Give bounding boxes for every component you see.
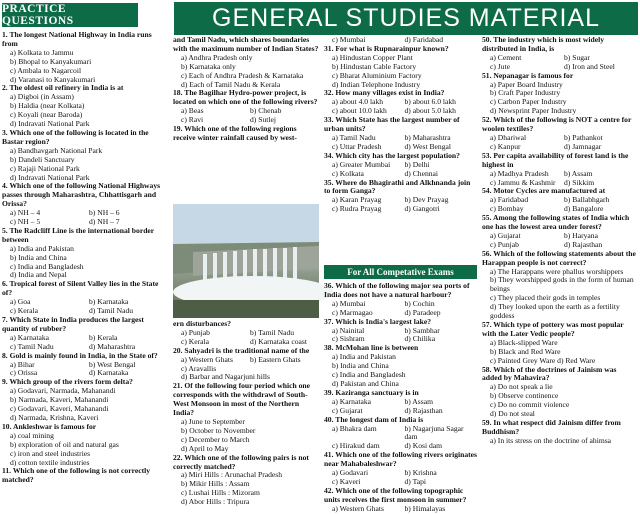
- question-text: 52. Which of the following is NOT a centre for woolen textiles?: [482, 115, 632, 134]
- option: b) Delhi: [404, 159, 430, 169]
- option: d) Chennai: [404, 168, 439, 178]
- question-text: 5. The Radcliff Line is the international border between: [2, 225, 155, 244]
- option: d) Tamil Nadu: [89, 306, 134, 316]
- page-title: [174, 2, 638, 35]
- option: a) NH – 4: [10, 208, 41, 218]
- option: d) NH – 7: [89, 217, 120, 227]
- practice-label: PRACTICE QUESTIONS: [2, 3, 74, 27]
- option: a) Hindustan Copper Plant: [332, 52, 413, 62]
- option: c) Each of Andhra Pradesh & Karnataka: [181, 70, 304, 80]
- question-block: [324, 318, 477, 345]
- question-block: [2, 31, 168, 84]
- option: d) Iron and Steel: [564, 61, 615, 71]
- question-block: [324, 416, 477, 452]
- option: d) Kosi dam: [404, 441, 443, 451]
- option: c) Kaveri: [332, 476, 361, 486]
- question-block: [2, 227, 168, 280]
- question-text: 10. Ankleshwar is famous for: [2, 421, 97, 431]
- option: a) Western Ghats: [332, 503, 384, 513]
- option: b) Craft Paper Industry: [490, 88, 561, 98]
- option: c) India and Bangladesh: [10, 261, 84, 271]
- option: c) Do no commit violence: [490, 400, 570, 410]
- option: a) Miri Hills : Arunachal Pradesh: [181, 470, 283, 480]
- question-text: 35. Where do Bhagirathi and Alkhnanda join to form Ganga?: [324, 177, 471, 196]
- column-2-bottom: [173, 320, 319, 507]
- column-4: [482, 36, 638, 507]
- question-text: 21. Of the following four period which one corresponds with the withdrawl of South-West Monsoon in most of the Northern India?: [173, 381, 310, 418]
- option: b) Pathankot: [564, 132, 603, 142]
- question-block: [173, 320, 319, 347]
- option: a) Goa: [10, 297, 31, 307]
- option: d) Rajasthan: [404, 405, 443, 415]
- question-text: 8. Gold is mainly found in India, in the State of?: [2, 350, 158, 360]
- option: a) Bihar: [10, 359, 35, 369]
- option: b) Eastern Ghats: [250, 354, 301, 364]
- option: b) Sugar: [564, 52, 590, 62]
- question-text: 55. Among the following states of India which one has the lowest area under forest?: [482, 213, 630, 232]
- question-block: [2, 423, 168, 468]
- option: d) Pakistan and China: [332, 378, 399, 388]
- option: c) Kolkata: [332, 168, 364, 178]
- question-text: 41. Which one of the following rivers originates near Mahabaleshwar?: [324, 450, 477, 469]
- question-block: [324, 89, 477, 116]
- option: c) Marmagao: [332, 307, 373, 317]
- question-block: [482, 187, 638, 214]
- option: b) Bhopal to Kanyakumari: [10, 56, 92, 66]
- question-text: 59. In what respect did Jainism differ from Buddhism?: [482, 417, 621, 436]
- option: a) India and Pakistan: [10, 243, 74, 253]
- option: a) The Harappans were phallus worshippers: [490, 266, 624, 276]
- option: a) coal mining: [10, 430, 54, 440]
- option: a) Paper Board Industry: [490, 79, 563, 89]
- option: c) December to March: [181, 434, 250, 444]
- option: c) Carbon Paper Industry: [490, 97, 567, 107]
- option: d) Barbar and Nagarjuni hills: [181, 372, 270, 382]
- option: a) Punjab: [181, 327, 210, 337]
- question-block: [173, 125, 319, 143]
- option: c) Painted Grey Ware d) Red Ware: [490, 355, 596, 365]
- option: d) Tapi: [404, 476, 426, 486]
- question-block: [324, 389, 477, 416]
- question-text: 54. Motor Cycles are manufactured at: [482, 186, 606, 196]
- option: c) India and Bangladesh: [332, 370, 406, 380]
- option: c) NH – 5: [10, 217, 41, 227]
- option: d) Narmada, Krishna, Kaveri: [10, 412, 99, 422]
- option: b) NH – 6: [89, 208, 120, 218]
- option: b) Ballabhgarh: [564, 195, 610, 205]
- competitive-exams-banner: [324, 265, 477, 279]
- option: d) Chilika: [404, 334, 436, 344]
- column-2-top: [173, 36, 319, 202]
- option: d) They looked upon the earth as a fertility goddess: [490, 302, 620, 321]
- question-block: [482, 321, 638, 366]
- option: c) Punjab: [490, 239, 519, 249]
- question-text: 40. The longest dam of India is: [324, 414, 424, 424]
- option: d) Newsprint Paper Industry: [490, 106, 577, 116]
- question-text: 4. Which one of the following National Highways passes through Maharashtra, Chhattisgarh and Orissa?: [2, 181, 161, 209]
- question-text: 33. Which State has the largest number of urban units?: [324, 115, 460, 134]
- option: c) about 10.0 lakh: [332, 106, 387, 116]
- option: d) Paradeep: [404, 307, 441, 317]
- column-3-bottom: [324, 281, 477, 513]
- option: b) India and China: [332, 361, 389, 371]
- option: a) Do not speak a lie: [490, 382, 553, 392]
- option: b) Karnataka: [89, 297, 129, 307]
- question-text: and Tamil Nadu, which shares boundaries with the maximum number of Indian States?: [173, 35, 319, 53]
- option: d) Varanasi to Kanyakumari: [10, 74, 96, 84]
- option: c) Orissa: [10, 368, 38, 378]
- option: a) Black-slipped Ware: [490, 337, 558, 347]
- option: b) Nagarjuna Sagar dam: [404, 423, 464, 442]
- question-block: [173, 454, 319, 507]
- question-text: 22. Which one of the following pairs is not correctly matched?: [173, 452, 309, 471]
- question-text: 56. Which of the following statements about the Harappan people is not correct?: [482, 248, 636, 267]
- option: b) Chenab: [250, 106, 282, 116]
- option: b) Himalayas: [404, 503, 446, 513]
- option: d) about 5.0 lakh: [404, 106, 456, 116]
- option: a) Digboi (in Assam): [10, 92, 74, 102]
- option: d) April to May: [181, 443, 229, 453]
- option: b) Karnataka only: [181, 61, 236, 71]
- option: d) Abor Hills : Tripura: [181, 497, 250, 507]
- question-text: 2. The oldest oil refinery in India is at: [2, 83, 124, 93]
- question-block: [2, 129, 168, 182]
- option: c) Ambala to Nagarcoil: [10, 65, 82, 75]
- question-block: [2, 378, 168, 423]
- option: d) Karnataka coast: [250, 336, 307, 346]
- option: d) Faridabad: [404, 35, 444, 44]
- option: d) Indian Telephone Industry: [332, 79, 421, 89]
- option: a) Andhra Pradesh only: [181, 52, 253, 62]
- option: a) June to September: [181, 416, 245, 426]
- option: b) Observe continence: [490, 391, 559, 401]
- option: b) exploration of oil and natural gas: [10, 439, 119, 449]
- option: c) Kerala: [10, 306, 39, 316]
- option: b) Black and Red Ware: [490, 346, 561, 356]
- option: a) Madhya Pradesh: [490, 168, 549, 178]
- option: b) Hindustan Cable Factory: [332, 61, 417, 71]
- question-block: [173, 347, 319, 383]
- option: a) Kolkata to Jammu: [10, 47, 74, 57]
- option: a) In its stress on the doctrine of ahimsa: [490, 435, 612, 445]
- question-block: [482, 152, 638, 188]
- option: d) Bangalore: [564, 204, 604, 214]
- option: c) Jute: [490, 61, 511, 71]
- question-text: 38. McMohan line is between: [324, 343, 419, 353]
- question-text: 58. Which of the doctrines of Jainism was added by Mahavira?: [482, 364, 617, 383]
- option: a) Tamil Nadu: [332, 132, 376, 142]
- option: b) Haryana: [564, 230, 598, 240]
- question-block: [482, 116, 638, 152]
- title-text: GENERAL STUDIES MATERIAL: [212, 4, 600, 32]
- option: a) Godavari: [332, 468, 369, 478]
- option: c) Jammu & Kashmir: [490, 177, 556, 187]
- option: b) Sambhar: [404, 325, 440, 335]
- question-text: ern disturbances?: [173, 319, 232, 328]
- option: c) Ravi: [181, 115, 204, 125]
- option: c) Bombay: [490, 204, 524, 214]
- question-text: 39. Kaziranga sanctuary is in: [324, 387, 419, 397]
- option: c) They placed their gods in temples: [490, 293, 601, 303]
- option: a) Karan Prayag: [332, 195, 382, 205]
- question-block: [2, 280, 168, 316]
- question-text: 34. Which city has the largest population?: [324, 150, 460, 160]
- option: d) Indravati National Park: [10, 119, 90, 129]
- option: d) Do not steal: [490, 409, 535, 419]
- question-text: 51. Nepanagar is famous for: [482, 70, 574, 80]
- option: c) Bharat Aluminium Factory: [332, 70, 422, 80]
- question-text: 20. Sahyadri is the traditional name of the: [173, 345, 310, 355]
- question-text: 50. The industry which is most widely distributed in India, is: [482, 35, 605, 53]
- option: d) Sutlej: [250, 115, 276, 125]
- option: c) Mumbai: [332, 35, 366, 44]
- option: c) Koyali (near Baroda): [10, 110, 83, 120]
- question-text: 32. How many villages exist in India?: [324, 88, 445, 98]
- question-block: [482, 250, 638, 321]
- question-block: [482, 419, 638, 446]
- option: c) Rudra Prayag: [332, 204, 382, 214]
- option: b) Dev Prayag: [404, 195, 449, 205]
- option: d) Gangotri: [404, 204, 440, 214]
- option: b) Tamil Nadu: [250, 327, 295, 337]
- option: a) Greater Mumbai: [332, 159, 391, 169]
- option: c) Tamil Nadu: [10, 341, 54, 351]
- question-text: 3. Which one of the following is located in the Bastar region?: [2, 127, 149, 146]
- option: c) Rajaji National Park: [10, 163, 80, 173]
- option: a) Western Ghats: [181, 354, 233, 364]
- option: a) Karnataka: [10, 332, 49, 342]
- question-block: [2, 182, 168, 227]
- option: b) They worshipped gods in the form of human beings: [490, 275, 634, 294]
- question-text: 9. Which group of the rivers form delta?: [2, 377, 133, 387]
- option: b) Mikir Hills : Assam: [181, 479, 250, 489]
- option: d) West Bengal: [404, 141, 451, 151]
- question-block: [324, 344, 477, 389]
- option: b) Krishna: [404, 468, 437, 478]
- option: b) India and China: [10, 252, 67, 262]
- option: c) Gujarat: [332, 405, 363, 415]
- option: a) India and Pakistan: [332, 352, 396, 362]
- column-1: [2, 31, 168, 507]
- option: c) iron and steel industries: [10, 448, 91, 458]
- question-block: [2, 467, 168, 485]
- question-text: 42. Which one of the following topographic units receives the first monsoon in summer?: [324, 485, 467, 504]
- question-block: [173, 36, 319, 89]
- option: a) Bandhavgarh National Park: [10, 145, 103, 155]
- option: c) Sishram: [332, 334, 365, 344]
- question-text: 19. Which one of the following regions receive winter rainfall caused by west-: [173, 124, 297, 142]
- question-block: [324, 487, 477, 514]
- option: d) cotton textile industries: [10, 457, 90, 467]
- option: c) Hirakud dam: [332, 441, 380, 451]
- question-block: [173, 382, 319, 453]
- option: d) Each of Tamil Nadu & Kerala: [181, 79, 281, 89]
- option: d) Karnataka: [89, 368, 129, 378]
- question-block: [482, 72, 638, 117]
- option: a) about 4.0 lakh: [332, 97, 384, 107]
- question-block: [324, 45, 477, 90]
- question-block: [482, 366, 638, 419]
- question-text: 37. Which is India's largest lake?: [324, 316, 432, 326]
- option: b) Narmada, Kaveri, Mahanandi: [10, 395, 109, 405]
- question-block: [482, 214, 638, 250]
- dam-photo: [173, 204, 319, 318]
- option: c) Kanpur: [490, 141, 521, 151]
- question-block: [324, 116, 477, 152]
- exam-banner-text: For All Competative Exams: [347, 267, 454, 277]
- option: d) Rajasthan: [564, 239, 603, 249]
- option: a) Beas: [181, 106, 204, 116]
- option: d) Maharashtra: [89, 341, 136, 351]
- option: b) October to November: [181, 425, 256, 435]
- question-block: [324, 282, 477, 318]
- question-block: [2, 316, 168, 352]
- option: a) Faridabad: [490, 195, 529, 205]
- question-text: 7. Which State in India produces the largest quantity of rubber?: [2, 315, 144, 333]
- question-text: 53. Per capita availability of forest land is the highest in: [482, 150, 629, 169]
- question-block: [2, 352, 168, 379]
- option: b) West Bengal: [89, 359, 136, 369]
- option: a) Dhariwal: [490, 132, 527, 142]
- option: a) Nainital: [332, 325, 365, 335]
- option: b) Kerala: [89, 332, 118, 342]
- option: d) India and Nepal: [10, 270, 67, 280]
- question-text: 36. Which of the following major sea ports of India does not have a natural harbour?: [324, 281, 470, 299]
- option-row: [324, 505, 477, 514]
- option: d) Sikkim: [564, 177, 595, 187]
- option-row: [324, 425, 477, 443]
- question-text: 11. Which one of the following is not correctly matched?: [2, 466, 150, 485]
- option: c) Godavari, Kaveri, Mahanandi: [10, 404, 109, 414]
- option: c) Lushai Hills : Mizoram: [181, 488, 260, 498]
- option: a) Bhakra dam: [332, 423, 377, 433]
- question-block: [2, 84, 168, 129]
- option-row: [324, 205, 477, 214]
- option: a) Karnataka: [332, 396, 371, 406]
- option: d) Indravati National Park: [10, 172, 90, 182]
- option: a) Gujarat: [490, 230, 521, 240]
- practice-questions-banner: [2, 3, 138, 27]
- question-text: 18. The Bagilhar Hydro-power project, is located on which one of the following rivers?: [173, 88, 318, 107]
- option: c) Aravallis: [181, 363, 217, 373]
- column-3-top: [324, 36, 477, 264]
- question-block: [482, 36, 638, 72]
- option: a) Godavari, Narmada, Mahanandi: [10, 386, 116, 396]
- option: b) about 6.0 lakh: [404, 97, 456, 107]
- option: c) Uttar Pradesh: [332, 141, 382, 151]
- question-block: [324, 451, 477, 487]
- option: a) Mumbai: [332, 298, 366, 308]
- question-block: [324, 179, 477, 215]
- question-text: 31. For what is Rupnarainpur known?: [324, 43, 449, 53]
- option: b) Cochin: [404, 298, 435, 308]
- option: b) Maharashtra: [404, 132, 451, 142]
- option: b) Dandeli Sanctuary: [10, 154, 75, 164]
- option: d) Jamnagar: [564, 141, 602, 151]
- question-text: 1. The longest National Highway in India runs from: [2, 30, 152, 48]
- question-block: [173, 89, 319, 125]
- option: b) Assam: [564, 168, 593, 178]
- question-block: [324, 152, 477, 179]
- option: a) Cement: [490, 52, 522, 62]
- question-text: 57. Which type of pottery was most popular with the Later Vedic people?: [482, 320, 624, 338]
- option: b) Haldia (near Kolkata): [10, 101, 85, 111]
- option: b) Assam: [404, 396, 433, 406]
- option: c) Kerala: [181, 336, 210, 346]
- question-text: 6. Tropical forest of Silent Valley lies in the State of?: [2, 279, 159, 298]
